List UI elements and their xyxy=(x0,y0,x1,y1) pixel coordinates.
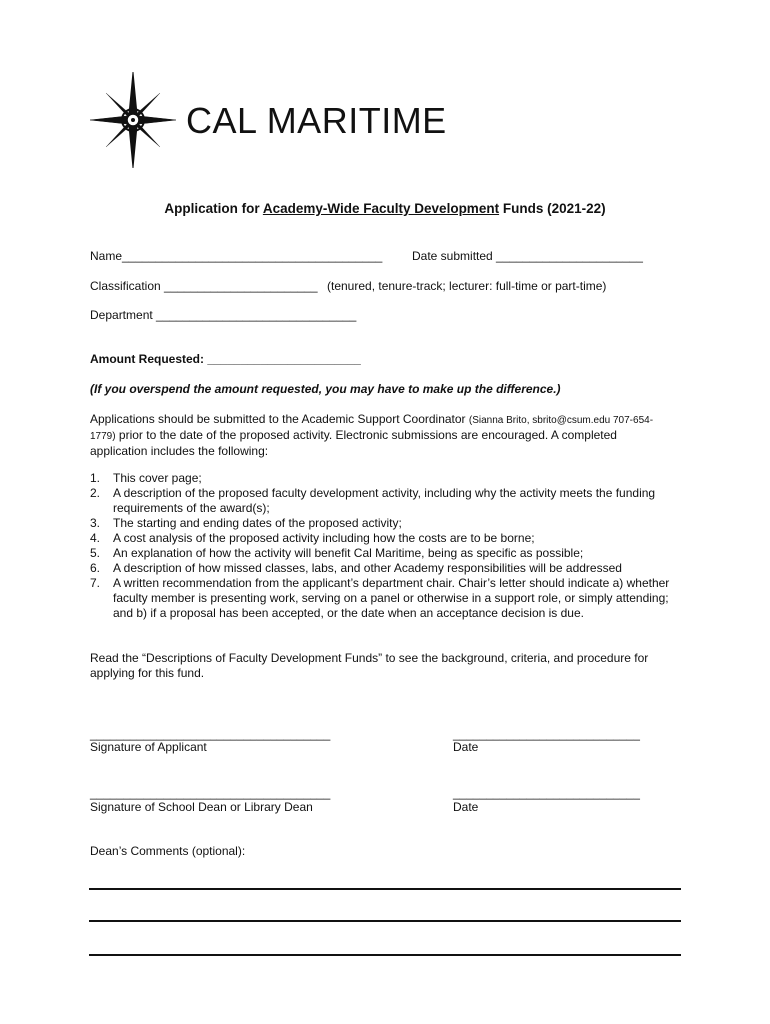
dean-signature-label: Signature of School Dean or Library Dean xyxy=(90,800,313,814)
applicant-date-line[interactable]: ____________________________ xyxy=(453,727,640,741)
applicant-signature-label: Signature of Applicant xyxy=(90,740,207,754)
dean-date-line[interactable]: ____________________________ xyxy=(453,786,640,800)
list-number: 7. xyxy=(90,576,101,590)
list-number: 2. xyxy=(90,486,101,500)
classification-hint: (tenured, tenure-track; lecturer: full-time or part-time) xyxy=(327,279,607,293)
date-submitted-field[interactable]: Date submitted ______________________ xyxy=(412,249,643,263)
cal-maritime-logo xyxy=(88,70,458,170)
list-text: An explanation of how the activity will benefit Cal Maritime, being as specific as possible; xyxy=(113,546,584,560)
list-number: 3. xyxy=(90,516,101,530)
dean-date-label: Date xyxy=(453,800,479,814)
submission-text-2: prior to the date of the proposed activity. Electronic submissions are encouraged. A completed application includes the following: xyxy=(90,428,617,458)
comment-line-3[interactable] xyxy=(89,954,681,956)
deans-comments-label: Dean’s Comments (optional): xyxy=(90,844,246,858)
title-underlined: Academy-Wide Faculty Development xyxy=(262,201,500,216)
submission-instructions xyxy=(90,412,665,459)
list-item xyxy=(90,576,690,621)
applicant-date-label: Date xyxy=(453,740,479,754)
overspend-warning: (If you overspend the amount requested, you may have to make up the difference.) xyxy=(90,382,561,396)
amount-requested-field[interactable]: Amount Requested: _______________________ xyxy=(90,352,361,366)
list-item xyxy=(90,531,690,546)
logo-wordmark: CAL MARITIME xyxy=(186,100,447,141)
coordinator-contact: (Sianna Brito, sbrito@csum.edu 707-654-1779) xyxy=(90,415,654,442)
title-prefix: Application for xyxy=(164,201,263,216)
list-item xyxy=(90,561,690,576)
list-number: 4. xyxy=(90,531,101,545)
list-text: A description of the proposed faculty development activity, including why the activity meets the funding requirements of the award(s); xyxy=(113,486,656,515)
title-suffix: Funds (2021-22) xyxy=(499,201,606,216)
applicant-signature-line[interactable]: ____________________________________ xyxy=(90,727,331,741)
list-item xyxy=(90,471,690,486)
list-item xyxy=(90,516,690,531)
list-number: 1. xyxy=(90,471,101,485)
comment-line-1[interactable] xyxy=(89,888,681,890)
list-number: 6. xyxy=(90,561,101,575)
classification-field[interactable]: Classification _______________________ xyxy=(90,279,318,293)
name-field[interactable]: Name_______________________________________ xyxy=(90,249,383,263)
dean-signature-line[interactable]: ____________________________________ xyxy=(90,786,331,800)
list-item xyxy=(90,486,690,516)
read-descriptions-note: Read the “Descriptions of Faculty Development Funds” to see the background, criteria, and procedure for applying for this fund. xyxy=(90,651,649,680)
list-text: This cover page; xyxy=(113,471,202,485)
list-text: A cost analysis of the proposed activity including how the costs are to be borne; xyxy=(113,531,535,545)
list-text: A written recommendation from the applicant’s department chair. Chair’s letter should indicate a) whether faculty member is presenting work, serving on a panel or otherwise in a support role, or simply attending; and b) if a proposal has been accepted, or the date when an acceptance decision is due. xyxy=(113,576,670,620)
submission-text-1: Applications should be submitted to the Academic Support Coordinator xyxy=(90,412,469,426)
compass-star-icon xyxy=(88,70,188,170)
list-text: A description of how missed classes, labs, and other Academy responsibilities will be addressed xyxy=(113,561,622,575)
list-text: The starting and ending dates of the proposed activity; xyxy=(113,516,402,530)
form-title xyxy=(0,201,770,216)
department-field[interactable]: Department ______________________________ xyxy=(90,308,357,322)
list-item xyxy=(90,546,690,561)
list-number: 5. xyxy=(90,546,101,560)
requirements-list xyxy=(90,471,690,621)
comment-line-2[interactable] xyxy=(89,920,681,922)
